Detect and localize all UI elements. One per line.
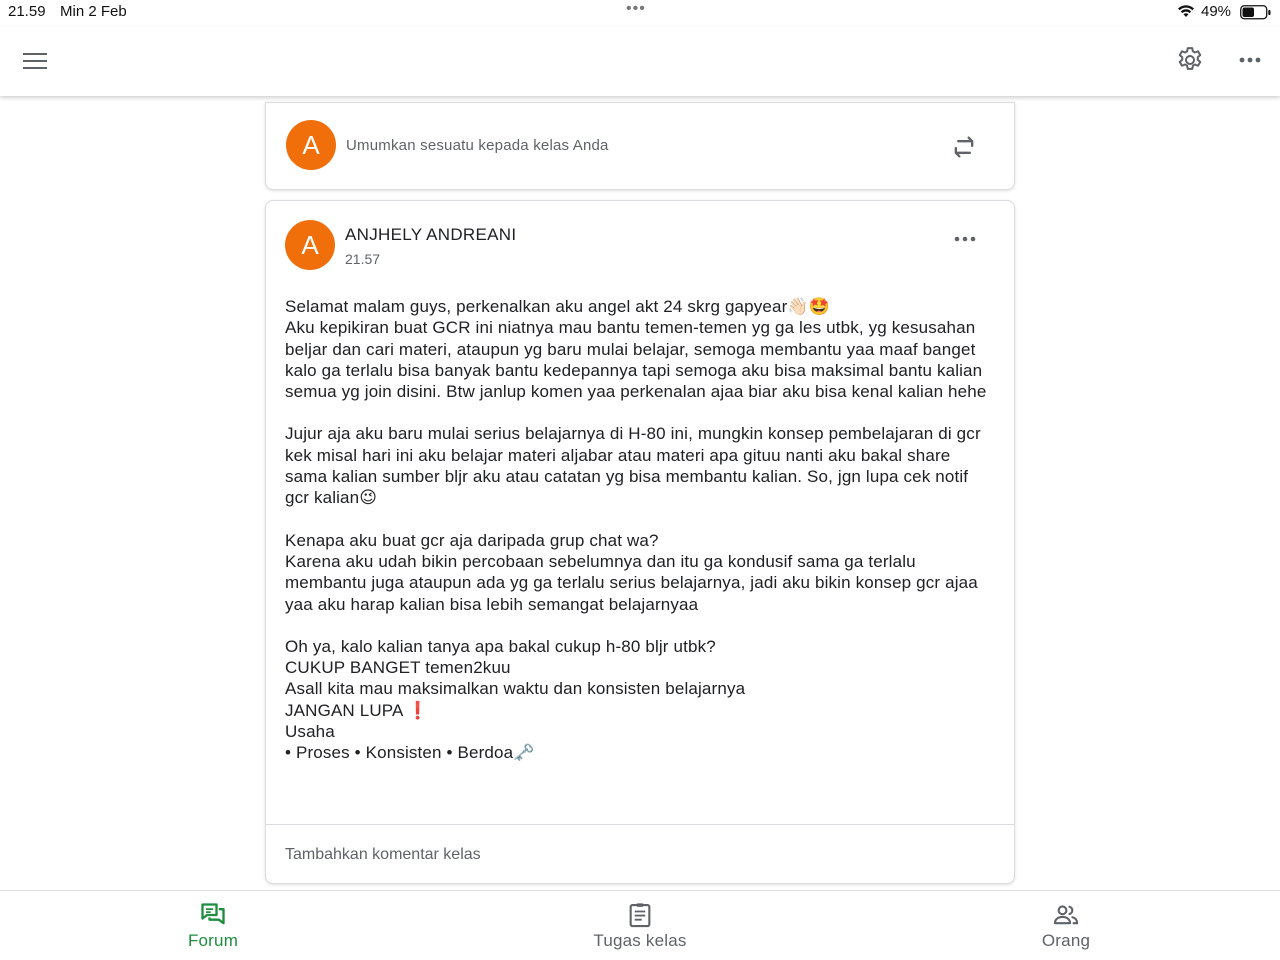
forum-icon	[199, 901, 227, 929]
post-more-icon[interactable]	[952, 229, 978, 249]
post-paragraph	[285, 509, 990, 530]
post-author: ANJHELY ANDREANI	[345, 225, 517, 244]
nav-label: Tugas kelas	[593, 931, 687, 950]
post-paragraph	[285, 615, 990, 636]
post-paragraph: JANGAN LUPA ❗	[285, 700, 429, 720]
post-paragraph	[285, 402, 990, 423]
post-paragraph: Usaha	[285, 722, 335, 742]
avatar: A	[285, 220, 335, 270]
post-paragraph: Selamat malam guys, perkenalkan aku angel akt 24 skrg gapyear👋🏻🤩	[285, 297, 831, 316]
post-paragraph: Oh ya, kalo kalian tanya apa bakal cukup h-80 bljr utbk?	[285, 636, 716, 656]
app-bar	[0, 26, 1280, 96]
status-bar	[0, 0, 1280, 26]
battery-percent: 49%	[1201, 3, 1232, 20]
nav-classwork[interactable]	[540, 891, 740, 960]
classwork-icon	[626, 901, 654, 929]
nav-label: Forum	[187, 931, 239, 950]
bottom-navigation	[0, 890, 1280, 960]
avatar: A	[286, 120, 336, 170]
stream-content	[0, 96, 1280, 890]
nav-label: Orang	[1041, 931, 1091, 950]
wifi-icon	[1177, 4, 1195, 22]
status-date: Min 2 Feb	[60, 3, 127, 20]
post-paragraph: CUKUP BANGET temen2kuu	[285, 658, 511, 678]
post-paragraph: • Proses • Konsisten • Berdoa🗝️	[285, 743, 535, 763]
menu-icon[interactable]	[22, 48, 48, 74]
status-time: 21.59	[8, 3, 46, 20]
nav-forum[interactable]	[113, 891, 313, 960]
post-paragraph: Jujur aja aku baru mulai serius belajarnya di H-80 ini, mungkin konsep pembelajaran di gcr kek misal hari ini aku belajar materi aljabar atau materi apa gituu nanti aku bakal share sama kalian sumber bljr aku atau catatan yg bisa membantu kalian. So, jgn lupa cek notif gcr kalian😉	[285, 424, 981, 508]
more-horizontal-icon[interactable]	[1236, 46, 1264, 74]
people-icon	[1052, 901, 1080, 929]
announce-placeholder[interactable]: Umumkan sesuatu kepada kelas Anda	[346, 137, 609, 154]
repost-icon[interactable]	[950, 133, 978, 161]
post-paragraph: Aku kepikiran buat GCR ini niatnya mau bantu temen-temen yg ga les utbk, yg kesusahan beljar dan cari materi, ataupun yg baru mulai belajar, semoga membantu yaa maaf banget kalo ga terlalu bisa banyak bantu kedepannya tapi semoga aku bisa maksimal bantu kalian semua yg join disini. Btw janlup komen yaa perkenalan ajaa biar aku bisa kenal kalian hehe	[285, 318, 987, 402]
add-class-comment[interactable]: Tambahkan komentar kelas	[285, 846, 481, 863]
post-time: 21.57	[345, 251, 381, 267]
post-body	[285, 296, 990, 764]
announce-card[interactable]	[265, 102, 1015, 190]
settings-gear-icon[interactable]	[1175, 45, 1205, 75]
nav-people[interactable]	[966, 891, 1166, 960]
multitasking-dots-icon[interactable]: •••	[626, 0, 646, 17]
divider	[266, 824, 1014, 825]
post-card	[265, 200, 1015, 884]
post-paragraph: Kenapa aku buat gcr aja daripada grup chat wa?	[285, 530, 659, 550]
post-paragraph: Karena aku udah bikin percobaan sebelumnya dan itu ga kondusif sama ga terlalu membantu juga ataupun ada yg ga terlalu serius belajarnya, jadi aku bikin konsep gcr ajaa yaa aku harap kalian bisa lebih semangat belajarnyaa	[285, 551, 978, 614]
battery-icon	[1240, 5, 1272, 24]
post-paragraph: Asall kita mau maksimalkan waktu dan konsisten belajarnya	[285, 679, 746, 699]
